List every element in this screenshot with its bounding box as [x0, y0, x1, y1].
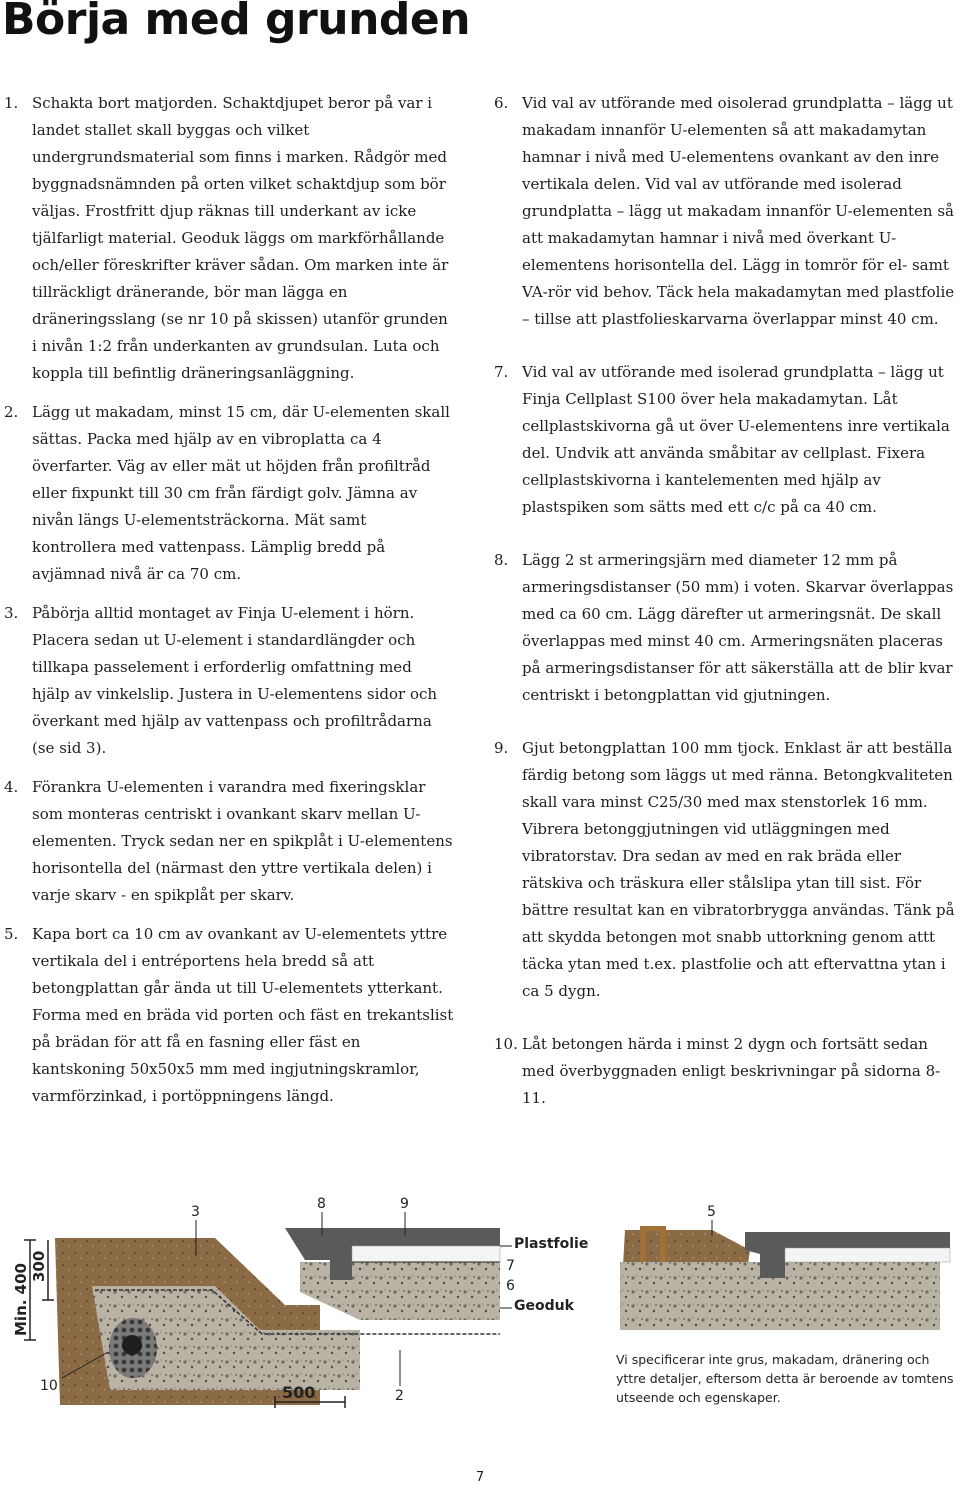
- door-edge-detail: [620, 1204, 950, 1330]
- step-text: Kapa bort ca 10 cm av ovankant av U-elementets yttre vertikala del i entréportens hela bredd så att betongplattan går ända ut till U-elementets ytterkant. Forma med en bräda vid porten och fäst en trekantslist på brädan för att få en fasning eller fäst en kantskoning 50x50x5 mm med ingjutningskramlor, varmförzinkad, i portöppningens längd.: [32, 925, 454, 1105]
- steps-right-column: [494, 90, 956, 1112]
- step-5: [4, 921, 454, 1110]
- step-text: Lägg ut makadam, minst 15 cm, där U-elementen skall sättas. Packa med hjälp av en vibroplatta ca 4 överfarter. Väg av eller mät ut höjden från profiltråd eller fixpunkt till 30 cm från färdigt golv. Jämna av nivån längs U-elementsträckorna. Mät samt kontrollera med vattenpass. Lämplig bredd på avjämnad nivå är ca 70 cm.: [32, 403, 450, 583]
- plastfolie-label: Plastfolie: [514, 1236, 589, 1252]
- step-number: 2.: [4, 403, 19, 421]
- step-text: Påbörja alltid montaget av Finja U-element i hörn. Placera sedan ut U-element i standardlängder och tillkapa passelement i erforderlig omfattning med hjälp av vinkelslip. Justera in U-elementens sidor och överkant med hjälp av vattenpass och profiltrådarna (se sid 3).: [32, 604, 438, 757]
- label-3: 3: [191, 1204, 200, 1220]
- steps-left-column: [4, 90, 454, 1110]
- step-number: 10.: [494, 1035, 518, 1053]
- step-number: 7.: [494, 363, 509, 381]
- form-board: [640, 1226, 666, 1231]
- step-number: 9.: [494, 739, 509, 757]
- dim300-label: 300: [30, 1250, 48, 1282]
- step-number: 4.: [4, 778, 19, 796]
- step-text: Lägg 2 st armeringsjärn med diameter 12 mm på armeringsdistanser (50 mm) i voten. Skarvar överlappas med ca 60 cm. Lägg därefter ut armeringsnät. De skall överlappas med minst 40 cm. Armeringsnäten placeras på armeringsdistanser för att säkerställa att de blir kvar centriskt i betongplattan vid gjutningen.: [522, 551, 954, 704]
- form-board: [640, 1230, 646, 1262]
- page-title: Börja med grunden: [2, 0, 471, 45]
- min400-label: Min. 400: [12, 1263, 30, 1336]
- diagram-caption: Vi specificerar inte grus, makadam, dränering och yttre detaljer, eftersom detta är beroende av tomtens utseende och egenskaper.: [616, 1352, 954, 1405]
- step-number: 6.: [494, 94, 509, 112]
- step-text: Gjut betongplattan 100 mm tjock. Enklast är att beställa färdig betong som läggs ut med ränna. Betongkvaliteten skall vara minst C25/30 med max stenstorlek 16 mm. Vibrera betonggjutningen vid utläggningen med vibratorstav. Dra sedan av med en rak bräda eller rätskiva och träskura eller stålslipa ytan till sist. För bättre resultat kan en vibratorbrygga användas. Tänk på att skydda betongen mot snabb uttorkning genom attt täcka ytan med t.ex. plastfolie och att eftervattna ytan i ca 5 dygn.: [522, 739, 955, 1000]
- step-8: [494, 547, 956, 709]
- step-4: [4, 774, 454, 909]
- label-8: 8: [317, 1196, 326, 1212]
- step-number: 3.: [4, 604, 19, 622]
- step-text: Vid val av utförande med oisolerad grundplatta – lägg ut makadam innanför U-elementen så att makadamytan hamnar i nivå med U-elementens ovankant av den inre vertikala delen. Vid val av utförande med isolerad grundplatta – lägg ut makadam innanför U-elementen så att makadamytan hamnar i nivå med överkant U-elementens horisontella del. Lägg in tomrör för el- samt VA-rör vid behov. Täck hela makadamytan med plastfolie – tillse att plastfolieskarvarna överlappar minst 40 cm.: [522, 94, 955, 328]
- label-2: 2: [395, 1388, 404, 1404]
- form-board: [660, 1230, 666, 1262]
- insulation-board: [785, 1248, 950, 1262]
- step-7: [494, 359, 956, 521]
- step-1: [4, 90, 454, 387]
- step-9: [494, 735, 956, 1005]
- step-number: 1.: [4, 94, 19, 112]
- step-text: Vid val av utförande med isolerad grundplatta – lägg ut Finja Cellplast S100 över hela makadamytan. Låt cellplastskivorna gå ut över U-elementens inre vertikala del. Undvik att använda småbitar av cellplast. Fixera cellplastskivorna i kantelementen med hjälp av plastspiken som sätts med ett c/c på ca 40 cm.: [522, 363, 950, 516]
- step-text: Förankra U-elementen i varandra med fixeringsklar som monteras centriskt i ovankant skarv mellan U-elementen. Tryck sedan ner en spikplåt i U-elementens horisontella del (närmast den yttre vertikala delen) i varje skarv - en spikplåt per skarv.: [32, 778, 453, 904]
- step-3: [4, 600, 454, 762]
- drain-pipe-core: [122, 1335, 142, 1355]
- step-number: 8.: [494, 551, 509, 569]
- step-10: [494, 1031, 956, 1112]
- label-9: 9: [400, 1196, 409, 1212]
- insulation-board: [352, 1246, 500, 1262]
- label-5: 5: [707, 1204, 716, 1220]
- step-text: Låt betongen härda i minst 2 dygn och fortsätt sedan med överbyggnaden enligt beskrivningar på sidorna 8-11.: [522, 1035, 941, 1107]
- step-2: [4, 399, 454, 588]
- label-10: 10: [40, 1378, 58, 1394]
- step-6: [494, 90, 956, 333]
- geoduk-label: Geoduk: [514, 1298, 574, 1314]
- dim500-label: 500: [282, 1383, 316, 1402]
- label-6: 6: [506, 1278, 515, 1294]
- label-7: 7: [506, 1258, 515, 1274]
- step-text: Schakta bort matjorden. Schaktdjupet beror på var i landet stallet skall byggas och vilket undergrundsmaterial som finns i marken. Rådgör med byggnadsnämnden på orten vilket schaktdjup som bör väljas. Frostfritt djup räknas till underkant av icke tjälfarligt material. Geoduk läggs om markförhållande och/eller föreskrifter kräver sådan. Om marken inte är tillräckligt dränerande, bör man lägga en dräneringsslang (se nr 10 på skissen) utanför grunden i nivån 1:2 från underkanten av grundsulan. Luta och koppla till befintlig dräneringsanläggning.: [32, 94, 449, 382]
- step-number: 5.: [4, 925, 19, 943]
- page-number: 7: [475, 1470, 485, 1485]
